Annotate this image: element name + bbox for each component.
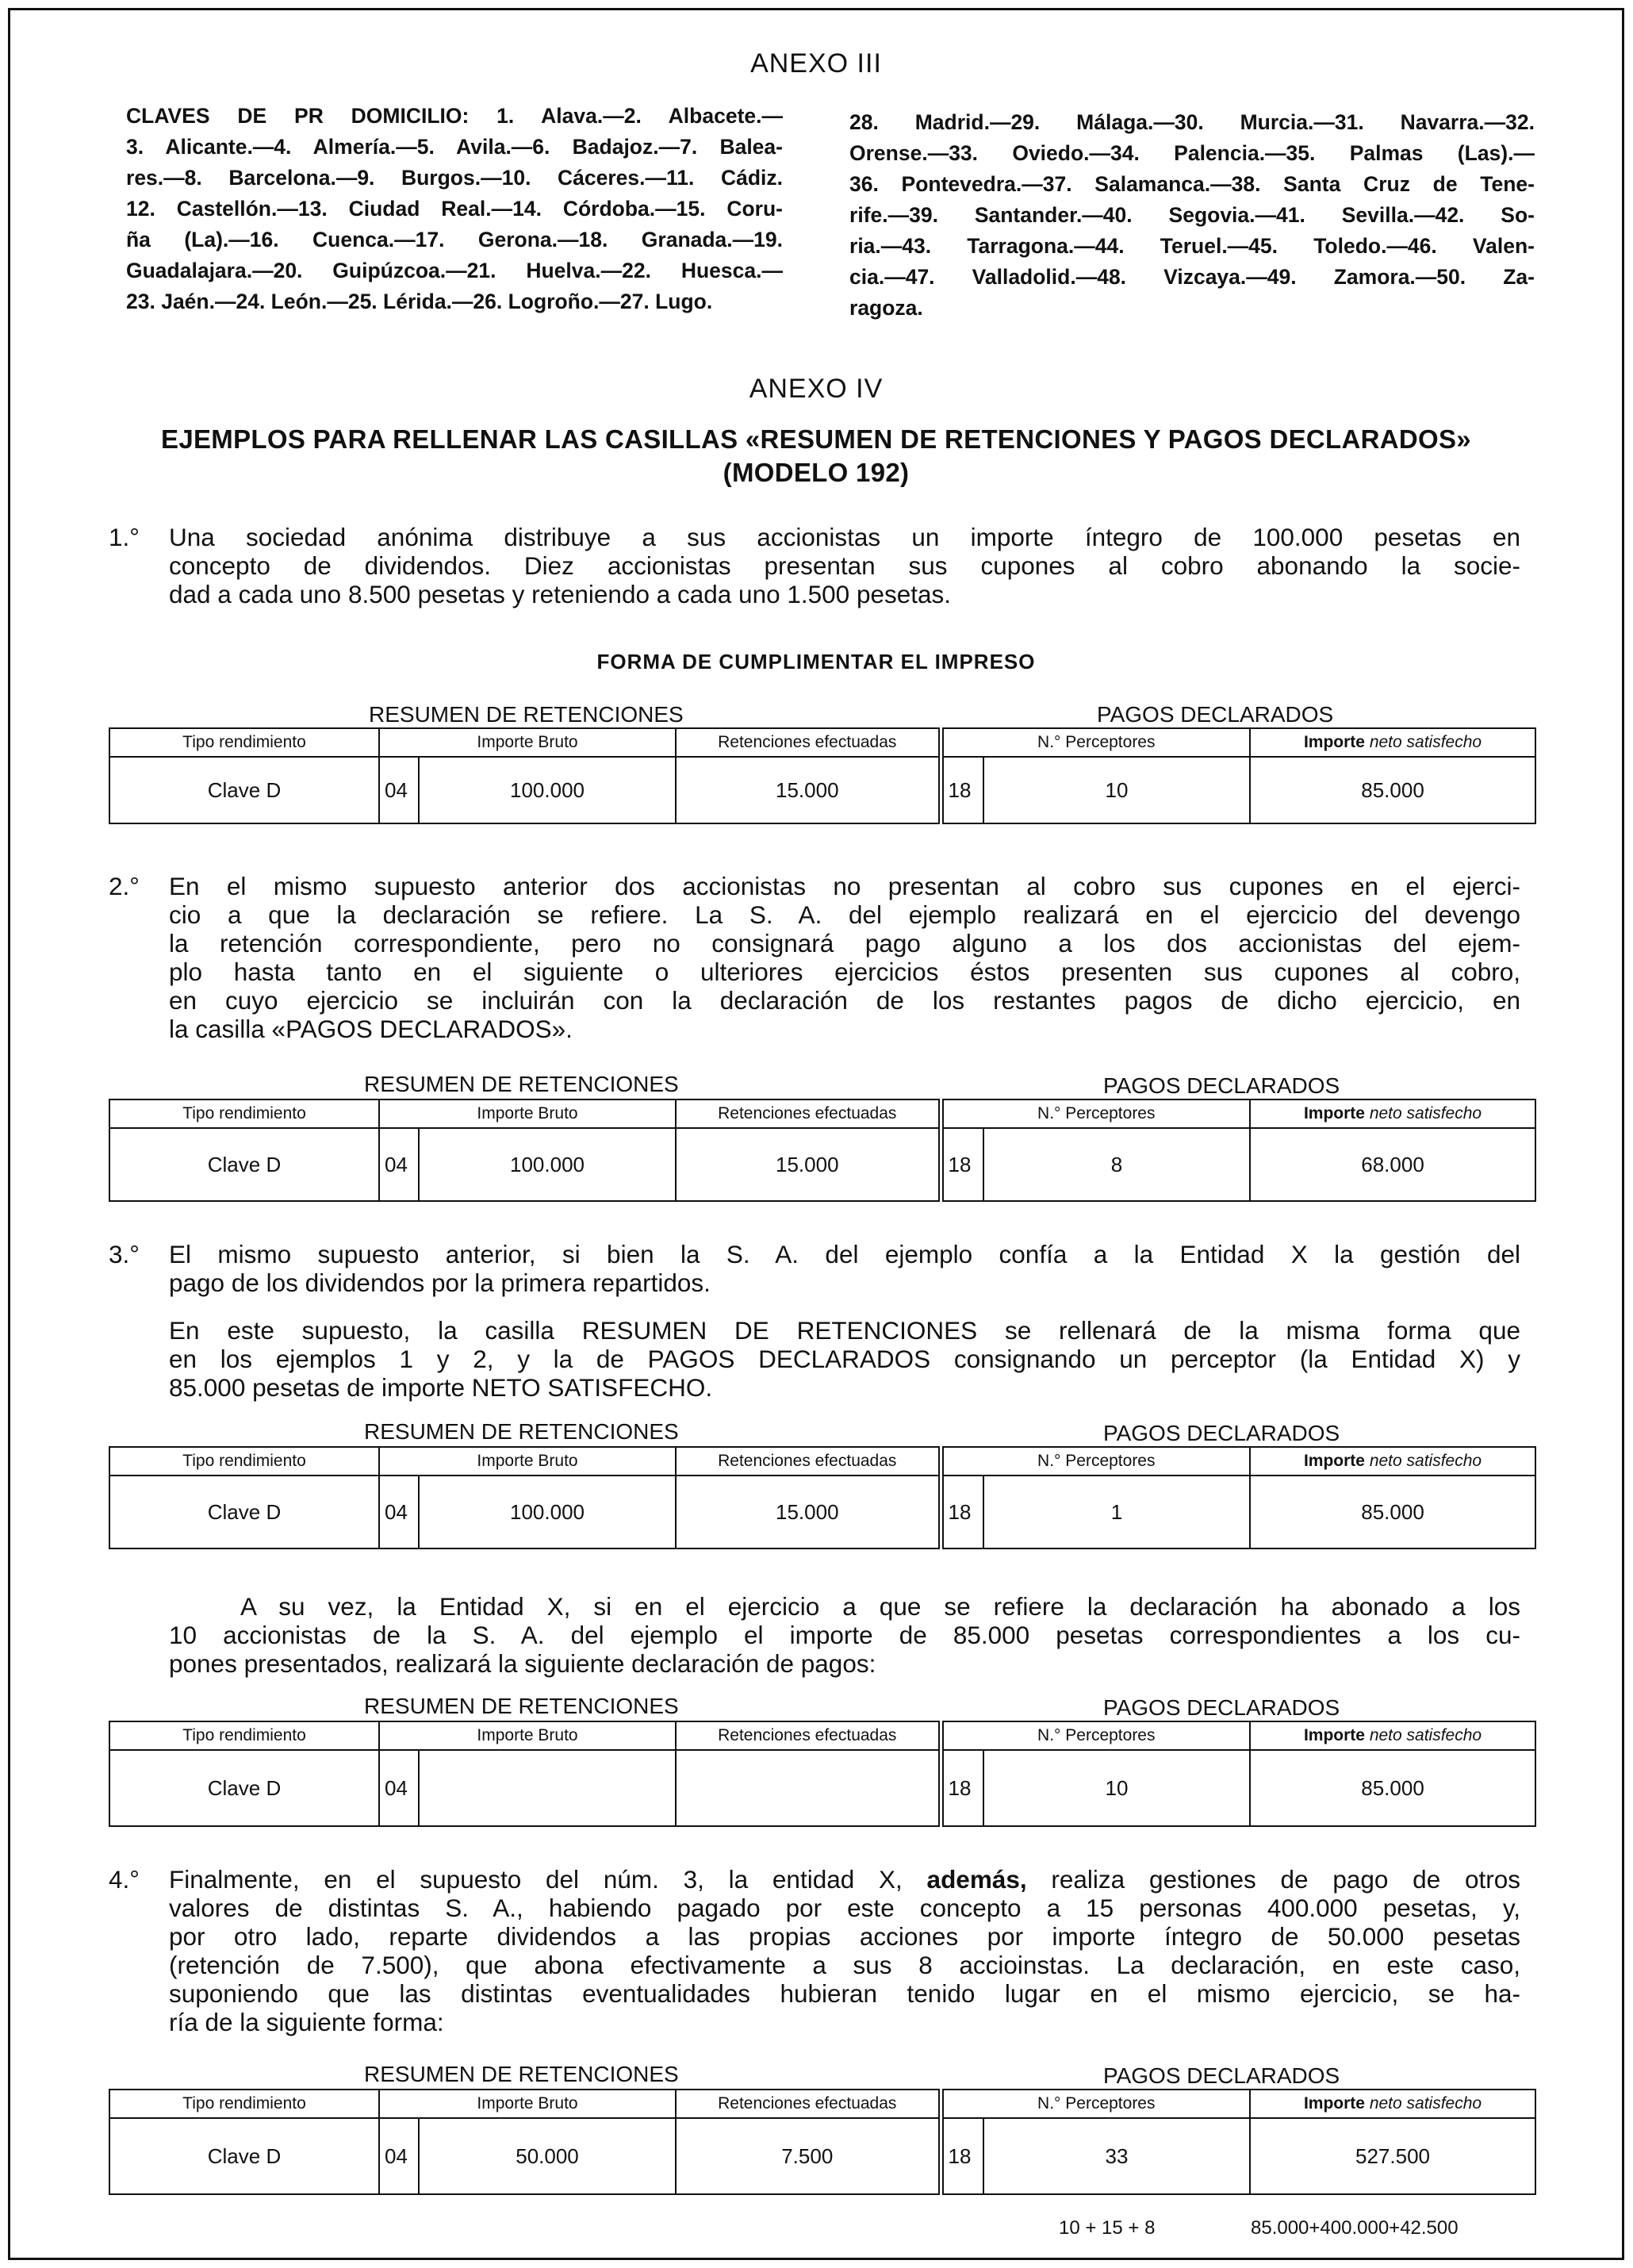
header-tipo: Tipo rendimiento <box>109 728 379 757</box>
cell-bruto: 50.000 <box>419 2118 676 2194</box>
example-2-number: 2.° <box>109 872 140 900</box>
cell-neto: 85.000 <box>1250 1476 1535 1548</box>
cell-retenciones: 15.000 <box>676 1476 941 1548</box>
example-3-paragraph-2 <box>169 1316 1520 1402</box>
province-keys-right <box>849 107 1535 324</box>
cell-code-04: 04 <box>379 1128 419 1201</box>
note-perceptores-sum: 10 + 15 + 8 <box>1059 2217 1156 2239</box>
retention-table-1 <box>109 727 1536 824</box>
header-retenciones: Retenciones efectuadas <box>676 728 941 757</box>
header-neto-bold: Importe <box>1303 1452 1365 1470</box>
cell-code-04: 04 <box>379 2118 419 2194</box>
caption-resumen: RESUMEN DE RETENCIONES <box>364 1072 679 1096</box>
cell-perceptores: 10 <box>983 757 1250 823</box>
cell-perceptores: 33 <box>983 2118 1250 2194</box>
text-line: ria.—43. Tarragona.—44. Teruel.—45. Toledo.—46. Valen- <box>849 234 1535 258</box>
text-line <box>169 1865 1520 1894</box>
header-neto-bold: Importe <box>1303 1104 1365 1122</box>
cell-code-04: 04 <box>379 1476 419 1548</box>
caption-pagos: PAGOS DECLARADOS <box>1103 1073 1340 1098</box>
header-perceptores: N.° Perceptores <box>941 728 1250 757</box>
text-line: 23. Jaén.—24. León.—25. Lérida.—26. Logroño.—27. Lugo. <box>126 290 713 313</box>
text-line: ragoza. <box>849 296 923 320</box>
cell-code-18: 18 <box>941 757 983 823</box>
retention-table-5 <box>109 2089 1536 2195</box>
text-line: cia.—47. Valladolid.—48. Vizcaya.—49. Zamora.—50. Za- <box>849 265 1535 289</box>
cell-code-18: 18 <box>941 1750 983 1826</box>
example-4-text <box>169 1865 1520 2036</box>
text-line: la casilla «PAGOS DECLARADOS». <box>169 1015 573 1043</box>
header-retenciones: Retenciones efectuadas <box>676 2090 941 2118</box>
province-keys-left <box>126 101 783 317</box>
header-tipo: Tipo rendimiento <box>109 1099 379 1128</box>
header-neto <box>1250 1099 1535 1128</box>
text-line: CLAVES DE PR DOMICILIO: 1. Alava.—2. Albacete.— <box>126 104 783 128</box>
header-neto <box>1250 1447 1535 1476</box>
cell-neto: 85.000 <box>1250 757 1535 823</box>
annex-iii-title: ANEXO III <box>750 48 882 79</box>
cell-neto: 527.500 <box>1250 2118 1535 2194</box>
header-perceptores: N.° Perceptores <box>941 1721 1250 1750</box>
text-line: res.—8. Barcelona.—9. Burgos.—10. Cáceres.—11. Cádiz. <box>126 166 783 190</box>
cell-code-18: 18 <box>941 1476 983 1548</box>
example-1-text <box>169 523 1520 608</box>
text-line: dad a cada uno 8.500 pesetas y reteniendo a cada uno 1.500 pesetas. <box>169 580 952 608</box>
example-1-number: 1.° <box>109 523 140 551</box>
caption-pagos: PAGOS DECLARADOS <box>1103 1695 1340 1720</box>
heading-line: EJEMPLOS PARA RELLENAR LAS CASILLAS «RESUMEN DE RETENCIONES Y PAGOS DECLARADOS» <box>161 424 1471 454</box>
text-line: A su vez, la Entidad X, si en el ejercicio a que se refiere la declaración ha abonado a los <box>240 1592 1520 1621</box>
text-line: en los ejemplos 1 y 2, y la de PAGOS DECLARADOS consignando un perceptor (la Entidad X) y <box>169 1345 1520 1373</box>
annex-iv-title: ANEXO IV <box>749 374 884 404</box>
header-bruto: Importe Bruto <box>379 728 676 757</box>
header-bruto: Importe Bruto <box>379 1099 676 1128</box>
caption-pagos: PAGOS DECLARADOS <box>1103 1421 1340 1445</box>
cell-perceptores: 8 <box>983 1128 1250 1201</box>
text-line: cio a que la declaración se refiere. La S. A. del ejemplo realizará en el ejercicio del devengo <box>169 900 1520 929</box>
text-line: pones presentados, realizará la siguiente declaración de pagos: <box>169 1649 876 1678</box>
cell-clave: Clave D <box>109 757 379 823</box>
text-line: concepto de dividendos. Diez accionistas presentan sus cupones al cobro abonando la socie- <box>169 551 1520 580</box>
note-neto-sum: 85.000+400.000+42.500 <box>1251 2217 1459 2239</box>
text-line: ría de la siguiente forma: <box>169 2008 444 2036</box>
cell-code-18: 18 <box>941 1128 983 1201</box>
text-line: 36. Pontevedra.—37. Salamanca.—38. Santa Cruz de Tene- <box>849 172 1535 196</box>
cell-perceptores: 1 <box>983 1476 1250 1548</box>
caption-pagos: PAGOS DECLARADOS <box>1103 2063 1340 2088</box>
text-line: plo hasta tanto en el siguiente o ulteriores ejercicios éstos presenten sus cupones al cobro, <box>169 957 1520 986</box>
cell-retenciones <box>676 1750 941 1826</box>
text-line: en cuyo ejercicio se incluirán con la declaración de los restantes pagos de dicho ejercicio, en <box>169 986 1520 1015</box>
cell-clave: Clave D <box>109 1128 379 1201</box>
text-run: realiza gestiones de pago de otros <box>1026 1865 1521 1894</box>
header-neto <box>1250 728 1535 757</box>
example-3-number: 3.° <box>109 1240 140 1268</box>
form-title: FORMA DE CUMPLIMENTAR EL IMPRESO <box>596 650 1036 673</box>
text-line: pago de los dividendos por la primera repartidos. <box>169 1268 711 1297</box>
text-line: En este supuesto, la casilla RESUMEN DE RETENCIONES se rellenará de la misma forma que <box>169 1316 1520 1345</box>
header-tipo: Tipo rendimiento <box>109 2090 379 2118</box>
header-retenciones: Retenciones efectuadas <box>676 1721 941 1750</box>
text-line: por otro lado, reparte dividendos a las propias acciones por importe íntegro de 50.000 pesetas <box>169 1922 1520 1951</box>
example-2-text <box>169 872 1520 1043</box>
header-neto-rest: neto satisfecho <box>1369 733 1482 751</box>
header-neto-rest: neto satisfecho <box>1369 1726 1482 1744</box>
example-3-paragraph-3 <box>169 1592 1520 1678</box>
text-line: Guadalajara.—20. Guipúzcoa.—21. Huelva.—22. Huesca.— <box>126 259 783 282</box>
text-line: 85.000 pesetas de importe NETO SATISFECHO. <box>169 1373 713 1402</box>
header-bruto: Importe Bruto <box>379 1721 676 1750</box>
annex-iv-heading <box>10 423 1622 489</box>
caption-resumen: RESUMEN DE RETENCIONES <box>364 1694 679 1718</box>
header-neto-bold: Importe <box>1303 733 1365 751</box>
example-4-number: 4.° <box>109 1865 140 1894</box>
header-neto-rest: neto satisfecho <box>1369 1104 1482 1122</box>
text-line: valores de distintas S. A., habiendo pagado por este concepto a 15 personas 400.000 pesetas, y, <box>169 1894 1520 1922</box>
cell-bruto <box>419 1750 676 1826</box>
text-line: rife.—39. Santander.—40. Segovia.—41. Sevilla.—42. So- <box>849 203 1535 227</box>
text-line: ña (La).—16. Cuenca.—17. Gerona.—18. Granada.—19. <box>126 228 783 251</box>
header-neto <box>1250 1721 1535 1750</box>
example-3-text <box>169 1240 1520 1297</box>
header-tipo: Tipo rendimiento <box>109 1447 379 1476</box>
text-run: Finalmente, en el supuesto del núm. 3, la entidad X, <box>169 1865 927 1894</box>
cell-retenciones: 15.000 <box>676 1128 941 1201</box>
text-line: En el mismo supuesto anterior dos accionistas no presentan al cobro sus cupones en el ejerci- <box>169 872 1520 900</box>
header-neto-rest: neto satisfecho <box>1369 1452 1482 1470</box>
cell-bruto: 100.000 <box>419 757 676 823</box>
retention-table-2 <box>109 1099 1536 1202</box>
caption-resumen: RESUMEN DE RETENCIONES <box>364 2062 679 2086</box>
cell-clave: Clave D <box>109 1476 379 1548</box>
header-retenciones: Retenciones efectuadas <box>676 1447 941 1476</box>
caption-resumen: RESUMEN DE RETENCIONES <box>364 1419 679 1444</box>
cell-retenciones: 15.000 <box>676 757 941 823</box>
retention-table-3 <box>109 1446 1536 1549</box>
text-line: 3. Alicante.—4. Almería.—5. Avila.—6. Badajoz.—7. Balea- <box>126 135 783 159</box>
cell-neto: 68.000 <box>1250 1128 1535 1201</box>
cell-clave: Clave D <box>109 2118 379 2194</box>
header-tipo: Tipo rendimiento <box>109 1721 379 1750</box>
cell-clave: Clave D <box>109 1750 379 1826</box>
header-neto-rest: neto satisfecho <box>1369 2094 1482 2113</box>
caption-pagos: PAGOS DECLARADOS <box>1097 702 1334 727</box>
cell-retenciones: 7.500 <box>676 2118 941 2194</box>
text-line: 28. Madrid.—29. Málaga.—30. Murcia.—31. Navarra.—32. <box>849 110 1535 134</box>
document-page <box>8 8 1624 2260</box>
cell-neto: 85.000 <box>1250 1750 1535 1826</box>
text-line: la retención correspondiente, pero no consignará pago alguno a los dos accionistas del ejem- <box>169 929 1520 957</box>
text-line: (retención de 7.500), que abona efectivamente a sus 8 accioinstas. La declaración, en este caso, <box>169 1951 1520 1979</box>
header-neto-bold: Importe <box>1303 2094 1365 2113</box>
heading-line: (MODELO 192) <box>723 458 910 487</box>
text-line: 10 accionistas de la S. A. del ejemplo el importe de 85.000 pesetas correspondientes a los cu- <box>169 1621 1520 1649</box>
text-line: suponiendo que las distintas eventualidades hubieran tenido lugar en el mismo ejercicio, se ha- <box>169 1979 1520 2008</box>
header-perceptores: N.° Perceptores <box>941 1447 1250 1476</box>
text-line: Orense.—33. Oviedo.—34. Palencia.—35. Palmas (Las).— <box>849 141 1535 165</box>
text-line: 12. Castellón.—13. Ciudad Real.—14. Córdoba.—15. Coru- <box>126 197 783 221</box>
cell-code-04: 04 <box>379 1750 419 1826</box>
header-neto <box>1250 2090 1535 2118</box>
cell-bruto: 100.000 <box>419 1476 676 1548</box>
cell-bruto: 100.000 <box>419 1128 676 1201</box>
retention-table-4 <box>109 1721 1536 1827</box>
text-line: Una sociedad anónima distribuye a sus accionistas un importe íntegro de 100.000 pesetas en <box>169 523 1520 551</box>
cell-code-04: 04 <box>379 757 419 823</box>
caption-resumen: RESUMEN DE RETENCIONES <box>369 702 684 727</box>
header-perceptores: N.° Perceptores <box>941 2090 1250 2118</box>
cell-code-18: 18 <box>941 2118 983 2194</box>
text-run-bold: además, <box>926 1865 1027 1894</box>
header-bruto: Importe Bruto <box>379 2090 676 2118</box>
header-bruto: Importe Bruto <box>379 1447 676 1476</box>
header-retenciones: Retenciones efectuadas <box>676 1099 941 1128</box>
header-neto-bold: Importe <box>1303 1726 1365 1744</box>
cell-perceptores: 10 <box>983 1750 1250 1826</box>
header-perceptores: N.° Perceptores <box>941 1099 1250 1128</box>
text-line: El mismo supuesto anterior, si bien la S. A. del ejemplo confía a la Entidad X la gestión del <box>169 1240 1520 1268</box>
